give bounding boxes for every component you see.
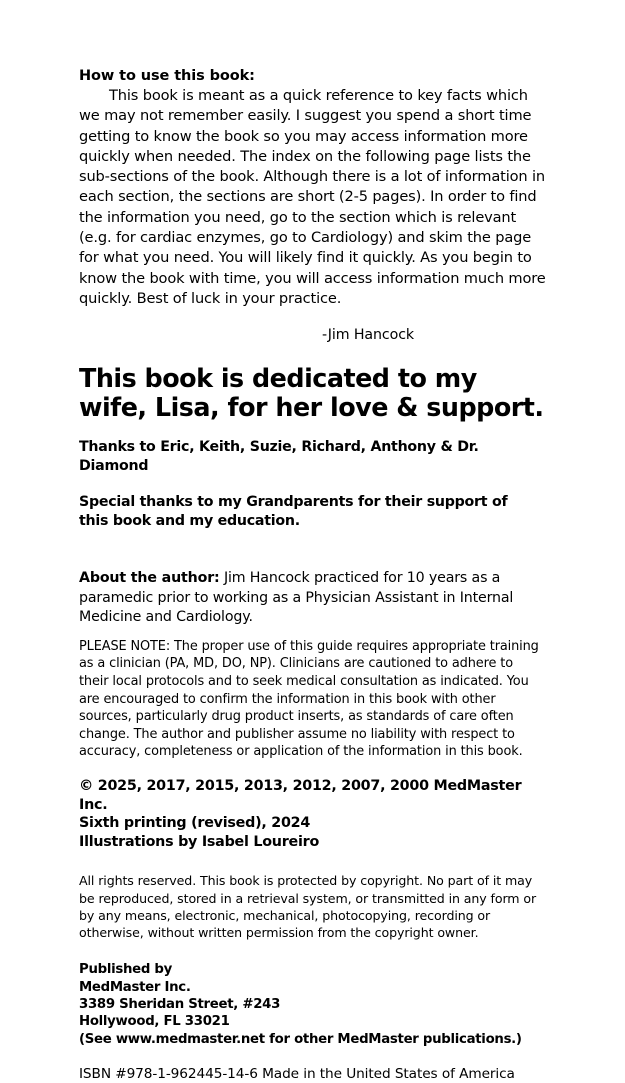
publisher-website-note: (See www.medmaster.net for other MedMaster publications.)	[79, 1031, 522, 1047]
how-to-use-body: This book is meant as a quick reference to key facts which we may not remember easily. I suggest you spend a short time getting to know the book so you may access information more quickly when needed. The index on the following page lists the sub-sections of the book. Although there is a lot of information in each section, the sections are short (2-5 pages). In order to find the information you need, go to the section which is relevant (e.g. for cardiac enzymes, go to Cardiology) and skim the page for what you need. You will likely find it quickly. As you begin to know the book with time, you will access information much more quickly. Best of luck in your practice.	[79, 87, 546, 307]
isbn-line: ISBN #978-1-962445-14-6 Made in the United States of America	[79, 1066, 515, 1083]
please-note-disclaimer: PLEASE NOTE: The proper use of this guide requires appropriate training as a clinician (PA, MD, DO, NP). Clinicians are cautioned to adhere to their local protocols and to seek medical consultation as indicated. You are encouraged to confirm the information in this book with other sources, particularly drug product inserts, as standards of care often change. The author and publisher assume no liability with respect to accuracy, completeness or application of the information in this book.	[79, 638, 539, 760]
about-the-author-label: About the author:	[79, 570, 220, 587]
publisher-street-address: 3389 Sheridan Street, #243	[79, 996, 281, 1012]
dedication-heading: This book is dedicated to my wife, Lisa, for her love & support.	[79, 363, 544, 422]
published-by-label: Published by	[79, 962, 172, 978]
about-the-author	[79, 569, 547, 628]
page-content	[79, 66, 547, 1083]
how-to-use-section	[79, 66, 547, 309]
printing-line: Sixth printing (revised), 2024	[79, 815, 311, 832]
copyright-block	[79, 777, 547, 851]
all-rights-reserved: All rights reserved. This book is protected by copyright. No part of it may be reproduced, stored in a retrieval system, or transmitted in any form or by any means, electronic, mechanical, photocopying, recording or otherwise, without written permission from the copyright owner.	[79, 873, 537, 940]
special-thanks-line: Special thanks to my Grandparents for their support of this book and my education.	[79, 494, 508, 530]
about-the-author-text: Jim Hancock practiced for 10 years as a paramedic prior to working as a Physician Assistant in Internal Medicine and Cardiology.	[79, 570, 514, 626]
publisher-block	[79, 961, 547, 1048]
author-signature: -Jim Hancock	[322, 327, 415, 344]
copyright-years-line: © 2025, 2017, 2015, 2013, 2012, 2007, 2000 MedMaster Inc.	[79, 777, 522, 813]
thanks-line: Thanks to Eric, Keith, Suzie, Richard, Anthony & Dr. Diamond	[79, 439, 479, 475]
publisher-name: MedMaster Inc.	[79, 979, 191, 995]
illustrations-credit-line: Illustrations by Isabel Loureiro	[79, 833, 320, 850]
publisher-city-state-zip: Hollywood, FL 33021	[79, 1014, 230, 1030]
how-to-use-heading: How to use this book:	[79, 68, 255, 84]
